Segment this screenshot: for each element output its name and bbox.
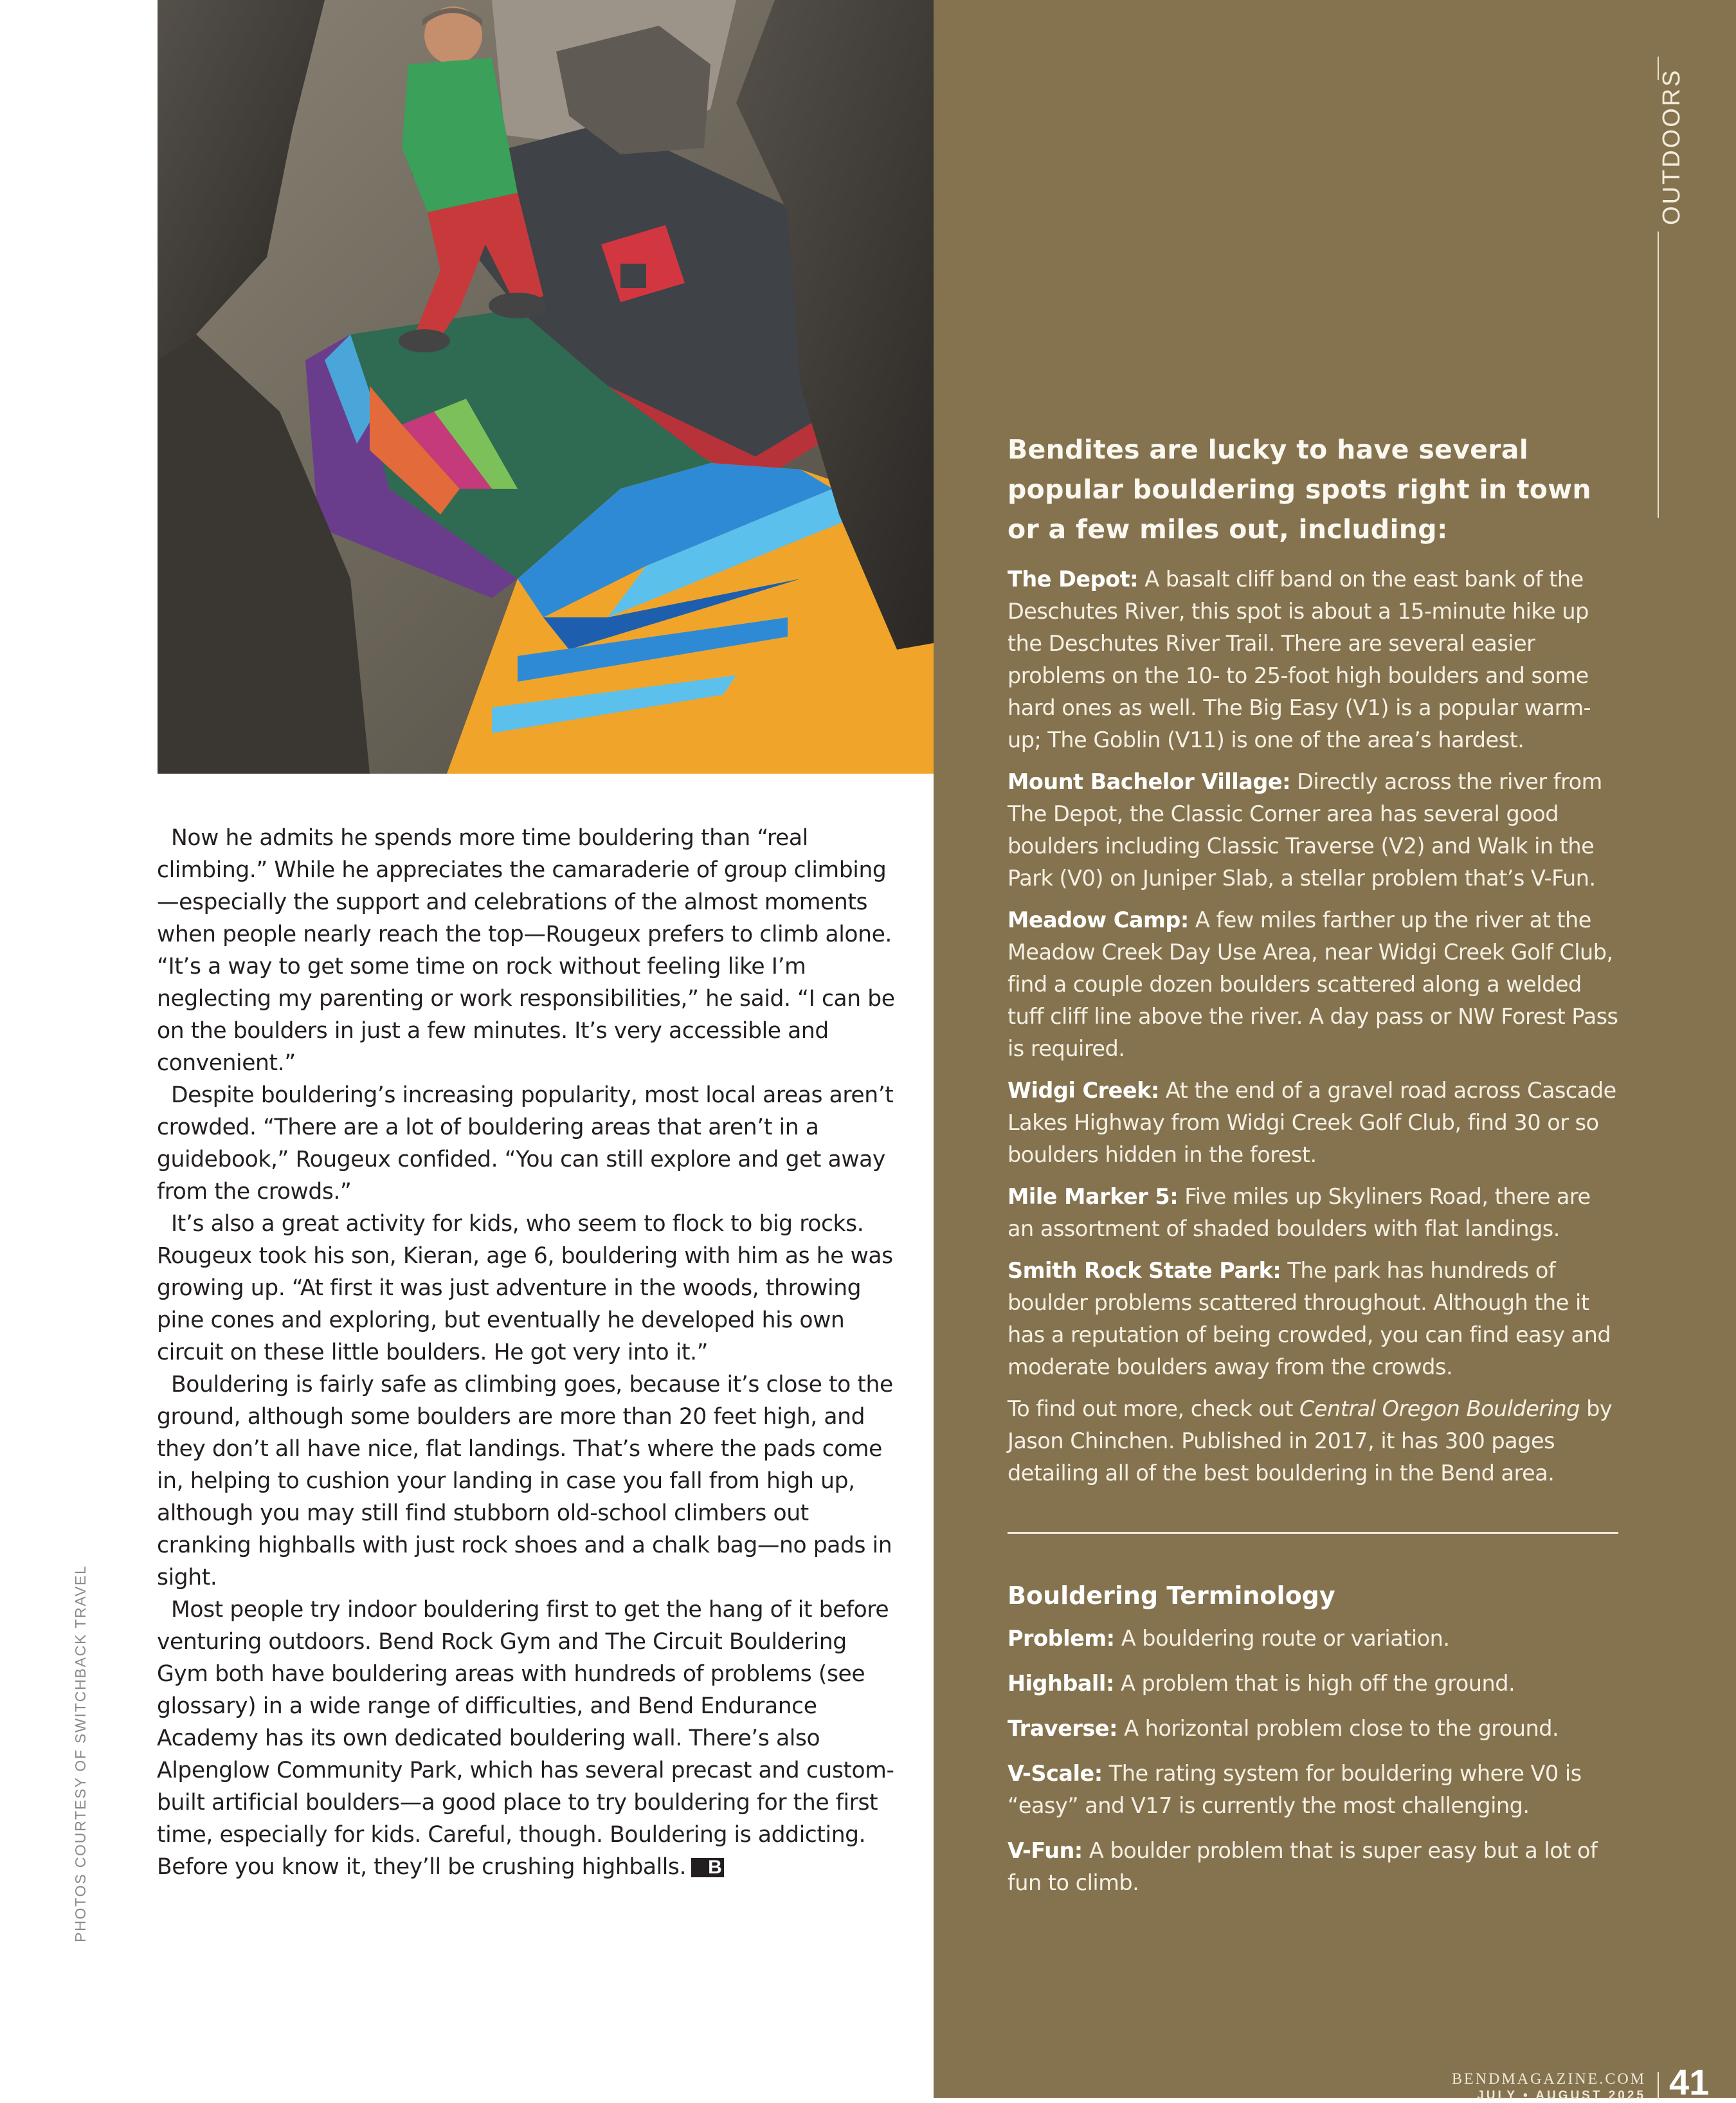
article-paragraph: Now he admits he spends more time bouldering than “real climbing.” While he appreciates the camaraderie of group climbing—especially the support and celebrations of the almost moments when people nearly reach the top—Rougeux prefers to climb alone. “It’s a way to get some time on rock without feeling like I’m neglecting my parenting or work responsibilities,” he said. “I can be on the boulders in just a few minutes. It’s very accessible and convenient.” xyxy=(157,825,895,1076)
spot-name: Meadow Camp: xyxy=(1008,907,1189,933)
term-entry xyxy=(1008,1713,1618,1745)
spot-entry xyxy=(1008,766,1618,895)
article-body xyxy=(157,822,896,1883)
term-entry xyxy=(1008,1668,1618,1700)
term-name: V-Fun: xyxy=(1008,1838,1083,1863)
term-name: Traverse: xyxy=(1008,1716,1117,1741)
spot-name: Widgi Creek: xyxy=(1008,1078,1159,1103)
sidebar-content xyxy=(1008,430,1618,1912)
spot-text: Directly across the river from The Depot, the Classic Corner area has several good boulders including Classic Traverse (V2) and Walk in the Park (V0) on Juniper Slab, a stellar problem that’s V-Fun. xyxy=(1008,769,1602,891)
spot-text: A few miles farther up the river at the Meadow Creek Day Use Area, near Widgi Creek Golf Club, find a couple dozen boulders scattered along a welded tuff cliff line above the river. A day pass or NW Forest Pass is required. xyxy=(1008,907,1618,1061)
term-definition: A boulder problem that is super easy but a lot of fun to climb. xyxy=(1008,1838,1598,1895)
term-definition: A horizontal problem close to the ground. xyxy=(1124,1716,1559,1741)
folio-separator xyxy=(1658,2072,1659,2100)
term-entry xyxy=(1008,1835,1618,1899)
spot-name: The Depot: xyxy=(1008,567,1139,592)
section-label: OUTDOORS xyxy=(1658,68,1685,225)
spot-text: A basalt cliff band on the east bank of the Deschutes River, this spot is about a 15-minute hike up the Deschutes River Trail. There are several easier problems on the 10- to 25-foot high boulders and some hard ones as well. The Big Easy (V1) is a popular warm-up; The Goblin (V11) is one of the area’s hardest. xyxy=(1008,567,1591,752)
section-tab xyxy=(1658,68,1685,225)
sidebar-divider xyxy=(1008,1532,1618,1534)
spot-entry xyxy=(1008,1075,1618,1171)
spot-entry xyxy=(1008,904,1618,1065)
folio-date: JULY • AUGUST 2025 xyxy=(1477,2089,1646,2102)
term-definition: A bouldering route or variation. xyxy=(1121,1626,1450,1651)
book-title: Central Oregon Bouldering xyxy=(1299,1396,1580,1421)
page-number: 41 xyxy=(1669,2062,1710,2102)
folio-site: BENDMAGAZINE.COM xyxy=(1452,2071,1646,2088)
end-mark-logo: B xyxy=(691,1858,724,1877)
spot-text: Five miles up Skyliners Road, there are an assortment of shaded boulders with flat landings. xyxy=(1008,1184,1591,1241)
photo-credit: PHOTOS COURTESY OF SWITCHBACK TRAVEL xyxy=(72,1565,89,1942)
spot-entry xyxy=(1008,563,1618,756)
terminology-heading: Bouldering Terminology xyxy=(1008,1581,1335,1610)
spot-entry xyxy=(1008,1181,1618,1245)
spot-entry xyxy=(1008,1255,1618,1383)
spot-name: Mount Bachelor Village: xyxy=(1008,769,1290,794)
more-info-before: To find out more, check out xyxy=(1008,1396,1299,1421)
spot-name: Mile Marker 5: xyxy=(1008,1184,1179,1209)
term-entry xyxy=(1008,1758,1618,1822)
spot-text: The park has hundreds of boulder problems scattered throughout. Although the it has a reputation of being crowded, you can find easy and moderate boulders away from the crowds. xyxy=(1008,1258,1611,1379)
section-tab-rule-bottom xyxy=(1658,232,1659,518)
article-paragraph-text: Most people try indoor bouldering first to get the hang of it before venturing outdoors. Bend Rock Gym and The Circuit Bouldering Gym both have bouldering areas with hundreds of problems (see glossary) in a wide range of difficulties, and Bend Endurance Academy has its own dedicated bouldering wall. There’s also Alpenglow Community Park, which has several precast and custom-built artificial boulders—a good place to try bouldering for the first time, especially for kids. Careful, though. Bouldering is addicting. Before you know it, they’ll be crushing highballs. xyxy=(157,1597,894,1880)
photo-crash-pads xyxy=(158,0,934,774)
article-paragraph: Bouldering is fairly safe as climbing goes, because it’s close to the ground, although some boulders are more than 20 feet high, and they don’t all have nice, flat landings. That’s where the pads come in, helping to cushion your landing in case you fall from high up, although you may still find stubborn old-school climbers out cranking highballs with just rock shoes and a chalk bag—no pads in sight. xyxy=(157,1372,893,1590)
term-name: Problem: xyxy=(1008,1626,1115,1651)
term-definition: A problem that is high off the ground. xyxy=(1120,1671,1515,1696)
term-name: V-Scale: xyxy=(1008,1761,1103,1786)
spot-text: At the end of a gravel road across Cascade Lakes Highway from Widgi Creek Golf Club, find 30 or so boulders hidden in the forest. xyxy=(1008,1078,1616,1167)
article-paragraph: It’s also a great activity for kids, who seem to flock to big rocks. Rougeux took his son, Kieran, age 6, bouldering with him as he was growing up. “At first it was just adventure in the woods, throwing pine cones and exploring, but eventually he developed his own circuit on these little boulders. He got very into it.” xyxy=(157,1211,893,1365)
more-info-after: by Jason Chinchen. Published in 2017, it has 300 pages detailing all of the best bouldering in the Bend area. xyxy=(1008,1396,1613,1486)
article-paragraph: Despite bouldering’s increasing popularity, most local areas aren’t crowded. “There are a lot of bouldering areas that aren’t in a guidebook,” Rougeux confided. “You can still explore and get away from the crowds.” xyxy=(157,1082,894,1205)
term-name: Highball: xyxy=(1008,1671,1114,1696)
term-entry xyxy=(1008,1623,1618,1655)
article-paragraph-last xyxy=(157,1594,896,1883)
more-info xyxy=(1008,1393,1618,1489)
sidebar-heading: Bendites are lucky to have several popular bouldering spots right in town or a few miles out, including: xyxy=(1008,434,1591,545)
term-definition: The rating system for bouldering where V0 is “easy” and V17 is currently the most challenging. xyxy=(1008,1761,1582,1818)
spot-name: Smith Rock State Park: xyxy=(1008,1258,1281,1283)
